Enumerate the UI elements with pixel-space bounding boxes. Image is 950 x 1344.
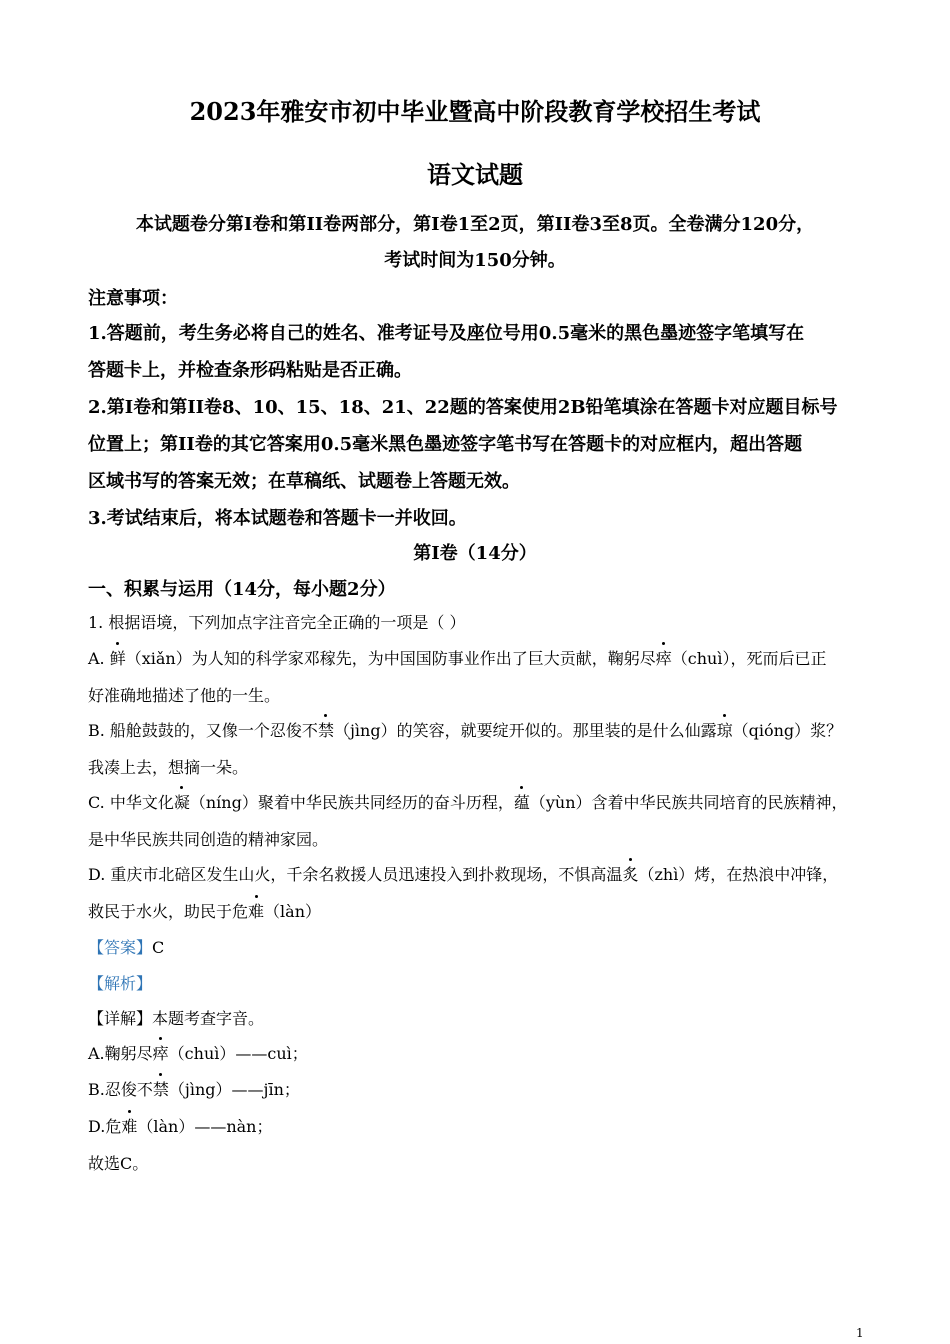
detail-a-prefix: A.鞠躬尽 (88, 1044, 153, 1063)
option-d-text-end: （zhì）烤，在热浪中冲锋， (638, 865, 839, 884)
option-d-line-2 (88, 899, 321, 922)
detail-b (88, 1077, 300, 1100)
option-b-text: （jìng）的笑容，就要绽开似的。那里装的是什么仙露 (333, 721, 717, 740)
dotted-char: 凝 (174, 790, 190, 813)
option-a-text-end: （chuì），死而后已正 (671, 649, 827, 668)
answer-line (88, 935, 164, 958)
option-a-prefix: A. (88, 649, 110, 668)
option-c-line-1 (88, 790, 848, 813)
dotted-char: 瘁 (656, 646, 672, 669)
dotted-char: 琼 (717, 718, 733, 741)
analysis-label: 【解析】 (88, 974, 153, 993)
answer-value: C (152, 938, 165, 957)
option-d-line-2-prefix: 救民于水火，助民于危 (88, 902, 249, 921)
volume-title: 第Ⅰ卷（14分） (413, 543, 537, 564)
notes-heading: 注意事项： (88, 288, 178, 309)
notes-item-2-line-3: 区域书写的答案无效；在草稿纸、试题卷上答题无效。 (88, 471, 520, 492)
exam-subtitle: 语文试题 (427, 160, 523, 189)
notes-item-2-line-2: 位置上；第II卷的其它答案用0.5毫米黑色墨迹签字笔书写在答题卡的对应框内，超出答题 (88, 434, 803, 455)
answer-label: 【答案】 (88, 938, 153, 957)
question-1-stem: 1. 根据语境，下列加点字注音完全正确的一项是（ ） (88, 613, 466, 632)
intro-line-1: 本试题卷分第Ⅰ卷和第II卷两部分，第Ⅰ卷1至2页，第II卷3至8页。全卷满分120分， (135, 214, 815, 235)
option-b-line-1 (88, 718, 842, 741)
option-d-line-2-end: （làn） (264, 902, 321, 921)
dotted-char: 蕴 (514, 790, 530, 813)
dotted-char: 炙 (622, 862, 638, 885)
dotted-char: 禁 (153, 1077, 169, 1100)
exam-title: 2023年雅安市初中毕业暨高中阶段教育学校招生考试 (189, 97, 761, 126)
detail-d (88, 1114, 273, 1137)
page-number: 1 (856, 1326, 864, 1340)
intro-line-2: 考试时间为150分钟。 (384, 250, 566, 271)
detail-a-text: （chuì）——cuì； (168, 1044, 308, 1063)
detail-a (88, 1041, 308, 1064)
notes-item-3: 3.考试结束后，将本试题卷和答题卡一并收回。 (88, 508, 467, 529)
option-b-prefix: B. 船舱鼓鼓的，又像一个忍俊不 (88, 721, 318, 740)
part-title: 一、积累与运用（14分，每小题2分） (88, 579, 396, 600)
conclusion-line: 故选C。 (88, 1154, 149, 1173)
option-c-prefix: C. 中华文化 (88, 793, 174, 812)
detail-b-prefix: B.忍俊不 (88, 1080, 153, 1099)
dotted-char: 禁 (318, 718, 334, 741)
option-c-text: （níng）聚着中华民族共同经历的奋斗历程， (189, 793, 514, 812)
option-c-text-end: （yùn）含着中华民族共同培育的民族精神， (529, 793, 848, 812)
option-c-line-2: 是中华民族共同创造的精神家园。 (88, 830, 329, 849)
notes-item-1-line-2: 答题卡上，并检查条形码粘贴是否正确。 (88, 360, 412, 381)
option-a-line-1 (88, 646, 826, 669)
notes-item-1-line-1: 1.答题前，考生务必将自己的姓名、准考证号及座位号用0.5毫米的黑色墨迹签字笔填写在 (88, 323, 805, 344)
option-a-text: （xiǎn）为人知的科学家邓稼先，为中国国防事业作出了巨大贡献，鞠躬尽 (125, 649, 656, 668)
detail-d-text: （làn）——nàn； (137, 1117, 273, 1136)
option-b-line-2: 我凑上去，想摘一朵。 (88, 758, 249, 777)
dotted-char: 鲜 (110, 646, 126, 669)
dotted-char: 难 (121, 1114, 137, 1137)
option-d-prefix: D. 重庆市北碚区发生山火，千余名救援人员迅速投入到扑救现场，不惧高温 (88, 865, 623, 884)
detail-b-text: （jìng）——jīn； (168, 1080, 300, 1099)
option-d-line-1 (88, 862, 838, 885)
detail-line: 【详解】本题考查字音。 (88, 1009, 265, 1028)
dotted-char: 难 (248, 899, 264, 922)
notes-item-2-line-1: 2.第Ⅰ卷和第II卷8、10、15、18、21、22题的答案使用2B铅笔填涂在答题卡对应题目标号 (88, 397, 838, 418)
detail-d-prefix: D.危 (88, 1117, 122, 1136)
option-b-text-end: （qióng）浆？ (732, 721, 843, 740)
option-a-line-2: 好准确地描述了他的一生。 (88, 686, 281, 705)
dotted-char: 瘁 (153, 1041, 169, 1064)
